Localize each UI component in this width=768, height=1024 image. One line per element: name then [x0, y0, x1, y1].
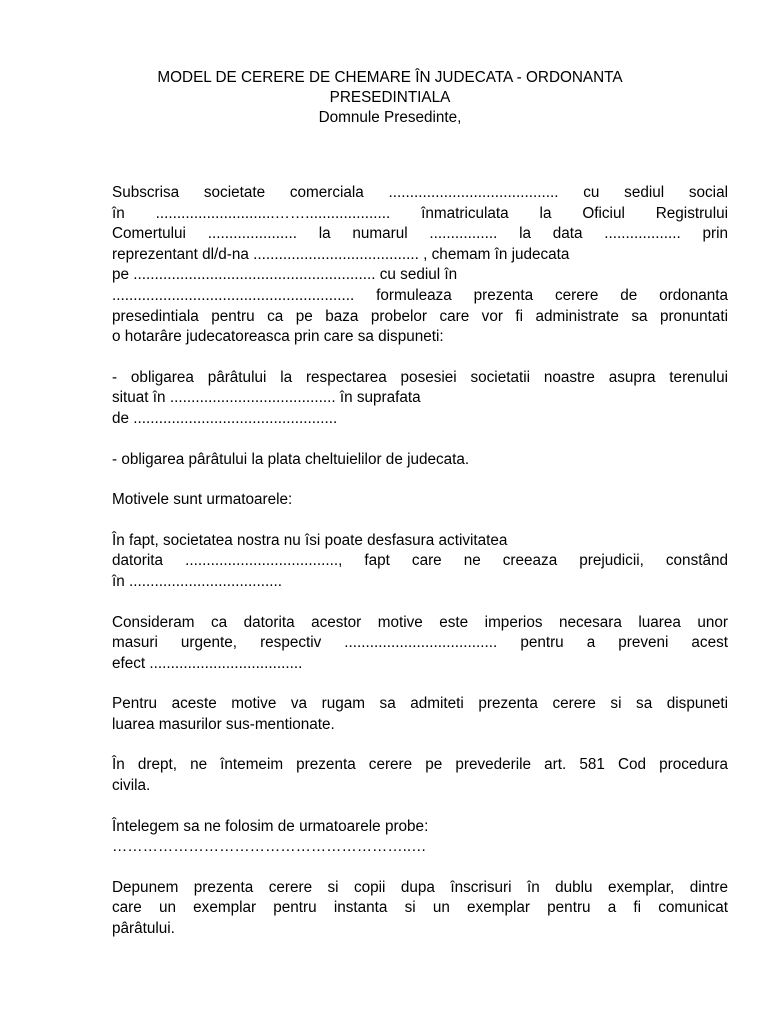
paragraph-line: masuri urgente, respectiv .................................... pentru a preveni acest — [112, 634, 728, 652]
paragraph-line: În drept, ne întemeim prezenta cerere pe prevederile art. 581 Cod procedura — [112, 756, 728, 774]
paragraph-line: în .................................... — [112, 572, 283, 590]
paragraph-line: Depunem prezenta cerere si copii dupa înscrisuri în dublu exemplar, dintre — [112, 878, 728, 896]
paragraph-line: o hotarâre judecatoreasca prin care sa dispuneti: — [112, 328, 444, 346]
paragraph-line: pârâtului. — [112, 920, 175, 938]
salutation: Domnule Presedinte, — [318, 109, 462, 126]
paragraph-filing — [112, 878, 728, 940]
paragraph-claim-1 — [112, 368, 728, 430]
paragraph-line: situat în ....................................... în suprafata — [112, 389, 421, 407]
paragraph-line: civila. — [112, 777, 151, 795]
paragraph-line: efect .................................... — [112, 654, 303, 672]
paragraph-line: presedintiala pentru ca pe baza probelor care vor fi administrate sa pronuntati — [112, 307, 728, 325]
document-body — [112, 183, 728, 960]
paragraph-intro — [112, 183, 728, 348]
paragraph-line: Comertului ..................... la numarul ................ la data .................. prin — [112, 225, 728, 243]
paragraph-claim-2 — [112, 450, 728, 471]
paragraph-line: Pentru aceste motive va rugam sa admiteti prezenta cerere si sa dispuneti — [112, 695, 728, 713]
paragraph-request — [112, 694, 728, 735]
paragraph-motives-heading — [112, 490, 728, 511]
paragraph-line: care un exemplar pentru instanta si un exemplar pentru a fi comunicat — [112, 899, 728, 917]
paragraph-facts — [112, 531, 728, 593]
paragraph-line: Motivele sunt urmatoarele: — [112, 491, 293, 509]
paragraph-line: - obligarea pârâtului la plata cheltuielilor de judecata. — [112, 450, 470, 468]
paragraph-line: în ............................…….................... înmatriculata la Oficiul Registrului — [112, 204, 728, 222]
paragraph-urgency — [112, 613, 728, 675]
paragraph-line: În fapt, societatea nostra nu îsi poate desfasura activitatea — [112, 531, 508, 549]
paragraph-line: pe ......................................................... cu sediul în — [112, 266, 458, 284]
paragraph-line: - obligarea pârâtului la respectarea posesiei societatii noastre asupra terenului — [112, 368, 728, 386]
paragraph-law — [112, 755, 728, 796]
document-title-line-1: MODEL DE CERERE DE CHEMARE ÎN JUDECATA - ORDONANTA — [157, 69, 623, 86]
paragraph-line: datorita ...................................., fapt care ne creeaza prejudicii, constând — [112, 552, 728, 570]
paragraph-line: luarea masurilor sus-mentionate. — [112, 715, 335, 733]
document-header — [90, 68, 690, 128]
paragraph-evidence — [112, 817, 728, 858]
paragraph-line: Consideram ca datorita acestor motive este imperios necesara luarea unor — [112, 613, 728, 631]
paragraph-line: Întelegem sa ne folosim de urmatoarele probe: — [112, 817, 429, 835]
paragraph-line: de ................................................ — [112, 409, 338, 427]
paragraph-line: ......................................................... formuleaza prezenta cerere de ordonanta — [112, 286, 728, 304]
paragraph-line: Subscrisa societate comerciala ........................................ cu sediul social — [112, 184, 728, 201]
paragraph-line: reprezentant dl/d-na ....................................... , chemam în judecata — [112, 245, 570, 263]
paragraph-line: …………………………………………………..… — [112, 838, 427, 856]
document-title-line-2: PRESEDINTIALA — [329, 89, 451, 106]
